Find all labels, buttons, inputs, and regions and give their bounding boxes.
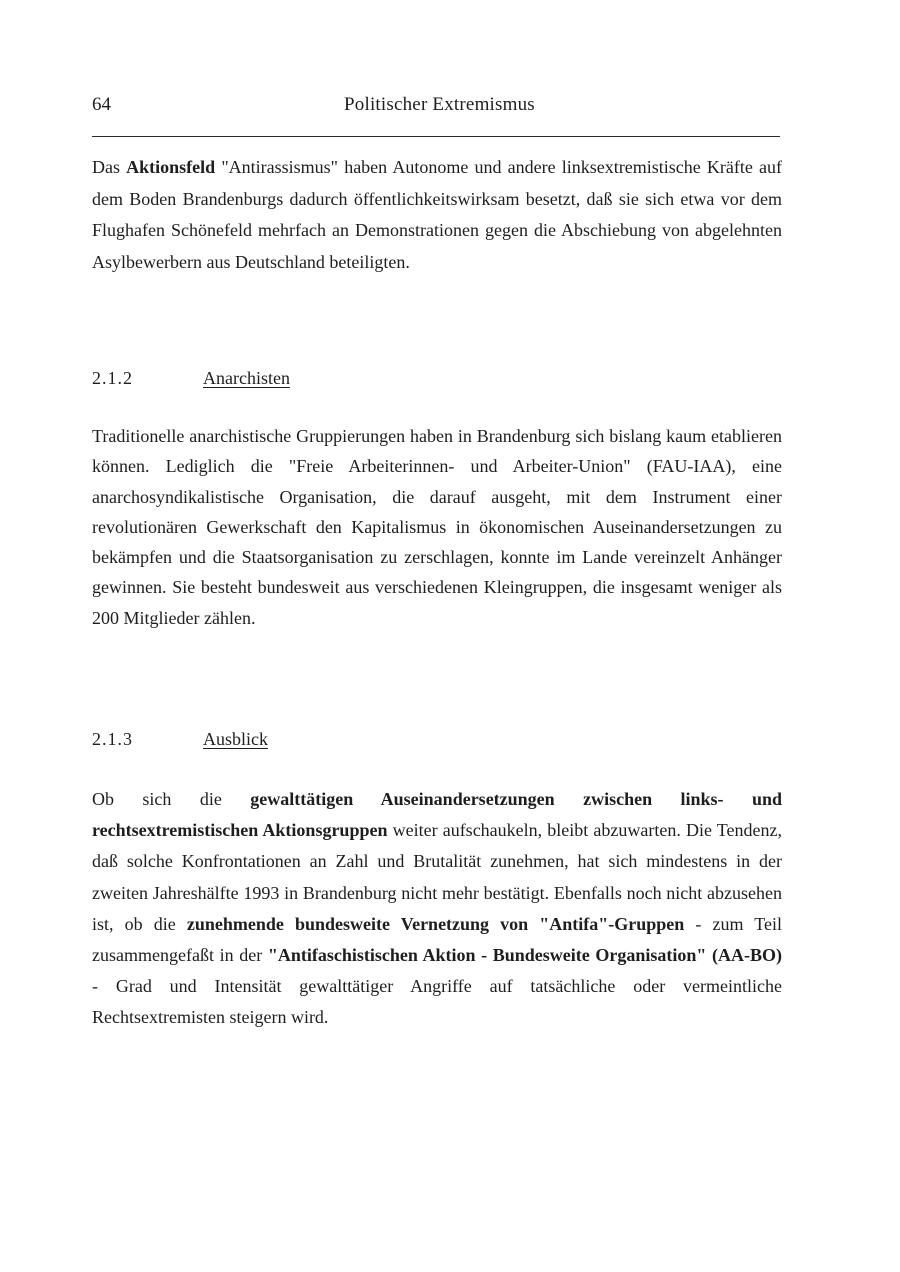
ausblick-paragraph (92, 784, 782, 1034)
page-header (92, 92, 780, 137)
intro-text-2: "Antirassismus" haben Autonome und andere linksextremistische Kräfte auf dem Boden Brandenburgs dadurch öffentlichkeitswirksam besetzt, daß sie sich etwa vor dem Flughafen Schönefeld mehrfach an Demonstrationen gegen die Abschiebung von abgelehnten Asylbewerbern aus Deutschland beteiligten. (92, 157, 782, 272)
ausblick-text-3: - zum Teil zusammengefaßt in der (92, 913, 783, 966)
ausblick-text-1: Ob sich die (92, 789, 251, 809)
ausblick-text-4: - Grad und Intensität gewalttätiger Angriffe auf tatsächliche oder vermeintliche Rechtsextremisten steigern wird. (92, 976, 782, 1028)
page-number: 64 (92, 94, 111, 115)
running-title: Politischer Extremismus (344, 94, 535, 115)
ausblick-bold-3: "Antifaschistischen Aktion - Bundesweite Organisation" (AA-BO) (267, 945, 782, 966)
section-title: Ausblick (203, 729, 268, 749)
ausblick-bold-1: gewalttätigen Auseinandersetzungen zwischen links- und rechtsextremistischen Aktionsgruppen (92, 789, 783, 841)
ausblick-bold-2: zunehmende bundesweite Vernetzung von "Antifa"-Gruppen (186, 913, 685, 934)
intro-text-1: Das (92, 157, 127, 177)
section-number: 2.1.3 (92, 729, 133, 749)
section-number: 2.1.2 (92, 368, 133, 388)
section-title: Anarchisten (203, 368, 290, 388)
anarchisten-paragraph: Traditionelle anarchistische Gruppierungen haben in Brandenburg sich bislang kaum etablieren können. Lediglich die "Freie Arbeiterinnen- und Arbeiter-Union" (FAU-IAA), eine anarchosyndikalistische Organisation, die darauf ausgeht, mit dem Instrument einer revolutionären Gewerkschaft den Kapitalismus in ökonomischen Auseinandersetzungen zu bekämpfen und die Staatsorganisation zu zerschlagen, konnte im Lande vereinzelt Anhänger gewinnen. Sie besteht bundesweit aus verschiedenen Kleingruppen, die insgesamt weniger als 200 Mitglieder zählen. (92, 426, 782, 628)
intro-bold-1: Aktionsfeld (126, 157, 216, 177)
intro-paragraph (92, 152, 782, 278)
ausblick-text-2: weiter aufschaukeln, bleibt abzuwarten. Die Tendenz, daß solche Konfrontationen an Zahl und Brutalität zunehmen, hat sich mindestens in der zweiten Jahreshälfte 1993 in Brandenburg nicht mehr bestätigt. Ebenfalls noch nicht abzusehen ist, ob die (92, 820, 782, 934)
